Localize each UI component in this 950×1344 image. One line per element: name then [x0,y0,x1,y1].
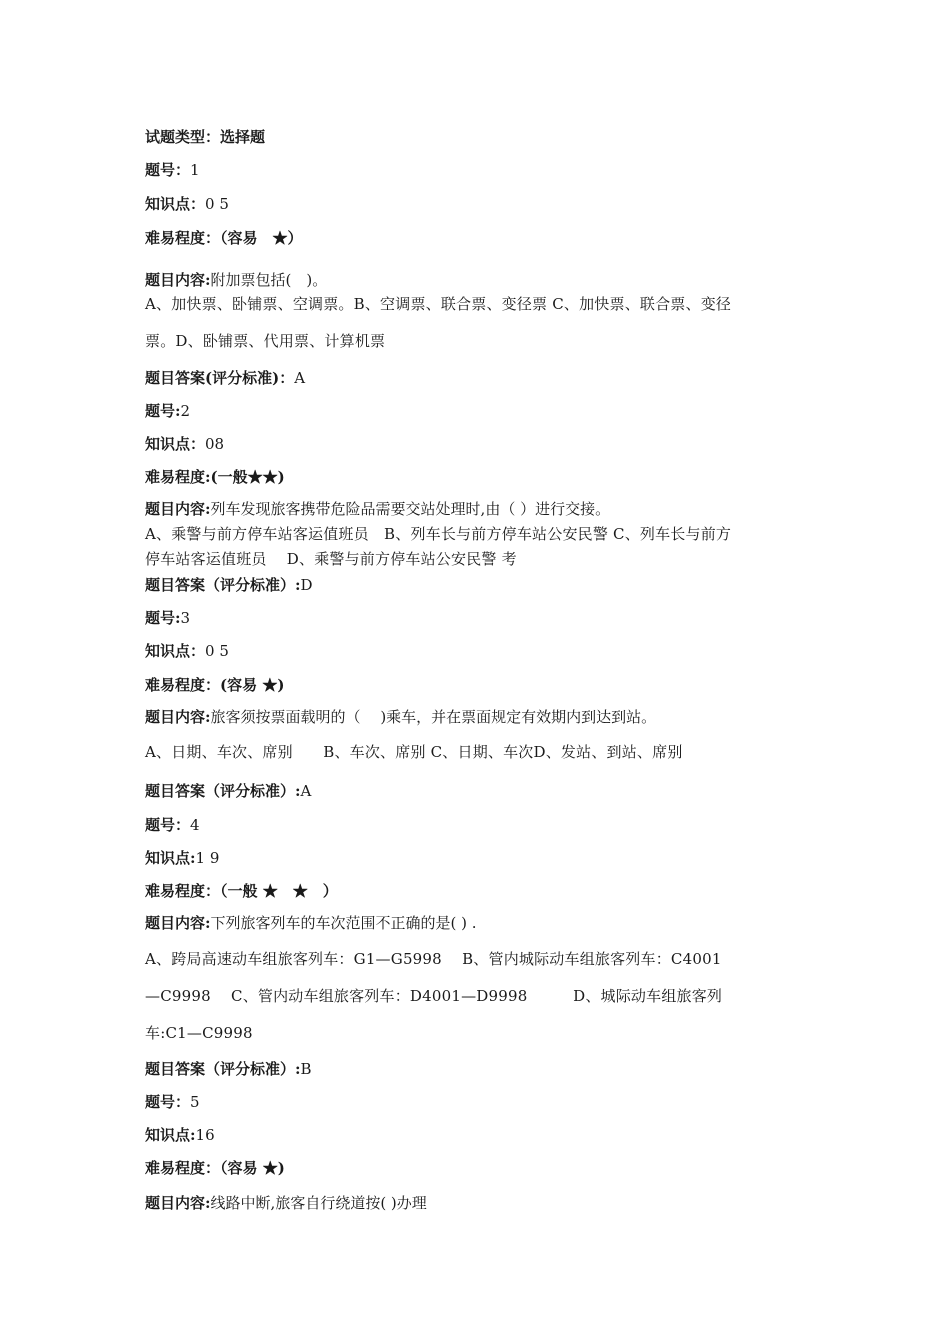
q3-options-line1: A、日期、车次、席别 B、车次、席别 C、日期、车次D、发站、到站、席别 [145,743,683,761]
q1-difficulty: 难易程度：（容易 ★） [145,229,303,247]
q1-answer: 题目答案(评分标准)：A [145,369,306,387]
q1-options-line1: A、加快票、卧铺票、空调票。B、空调票、联合票、变径票 C、加快票、联合票、变径 [145,295,732,313]
q3-knowledge-point: 知识点：0 5 [145,642,229,660]
q4-options-line2: —C9998 C、管内动车组旅客列车：D4001—D9998 D、城际动车组旅客列 [145,987,723,1005]
q2-options-line1: A、乘警与前方停车站客运值班员 B、列车长与前方停车站公安民警 C、列车长与前方 [145,525,732,543]
q4-difficulty: 难易程度：（一般 ★ ★ ） [145,882,338,900]
q5-number: 题号：5 [145,1093,200,1111]
q4-content: 题目内容:下列旅客列车的车次范围不正确的是( ) . [145,914,477,932]
q5-content: 题目内容:线路中断,旅客自行绕道按( )办理 [145,1194,427,1212]
question-type-heading: 试题类型：选择题 [145,128,266,146]
q1-number: 题号：1 [145,161,200,179]
q2-knowledge-point: 知识点：08 [145,435,225,453]
q5-difficulty: 难易程度：（容易 ★) [145,1159,285,1177]
q1-knowledge-point: 知识点：0 5 [145,195,229,213]
q2-options-line2: 停车站客运值班员 D、乘警与前方停车站公安民警 考 [145,550,517,568]
q4-number: 题号：4 [145,816,200,834]
q2-content: 题目内容:列车发现旅客携带危险品需要交站处理时,由（ ）进行交接。 [145,500,611,518]
q4-answer: 题目答案（评分标准）:B [145,1060,312,1078]
q2-answer: 题目答案（评分标准）:D [145,576,313,594]
q3-answer: 题目答案（评分标准）:A [145,782,312,800]
q2-difficulty: 难易程度:(一般★★) [145,468,285,486]
q1-content: 题目内容:附加票包括( )。 [145,271,328,289]
q3-number: 题号:3 [145,609,191,627]
q3-content: 题目内容:旅客须按票面载明的（ )乘车，并在票面规定有效期内到达到站。 [145,708,657,726]
q1-options-line2: 票。D、卧铺票、代用票、计算机票 [145,332,386,350]
q4-options-line3: 车:C1—C9998 [145,1024,253,1042]
q3-difficulty: 难易程度：(容易 ★) [145,676,285,694]
q4-options-line1: A、跨局高速动车组旅客列车：G1—G5998 B、管内城际动车组旅客列车：C4001 [145,950,722,968]
q2-number: 题号:2 [145,402,191,420]
q4-knowledge-point: 知识点:1 9 [145,849,220,867]
q5-knowledge-point: 知识点:16 [145,1126,215,1144]
